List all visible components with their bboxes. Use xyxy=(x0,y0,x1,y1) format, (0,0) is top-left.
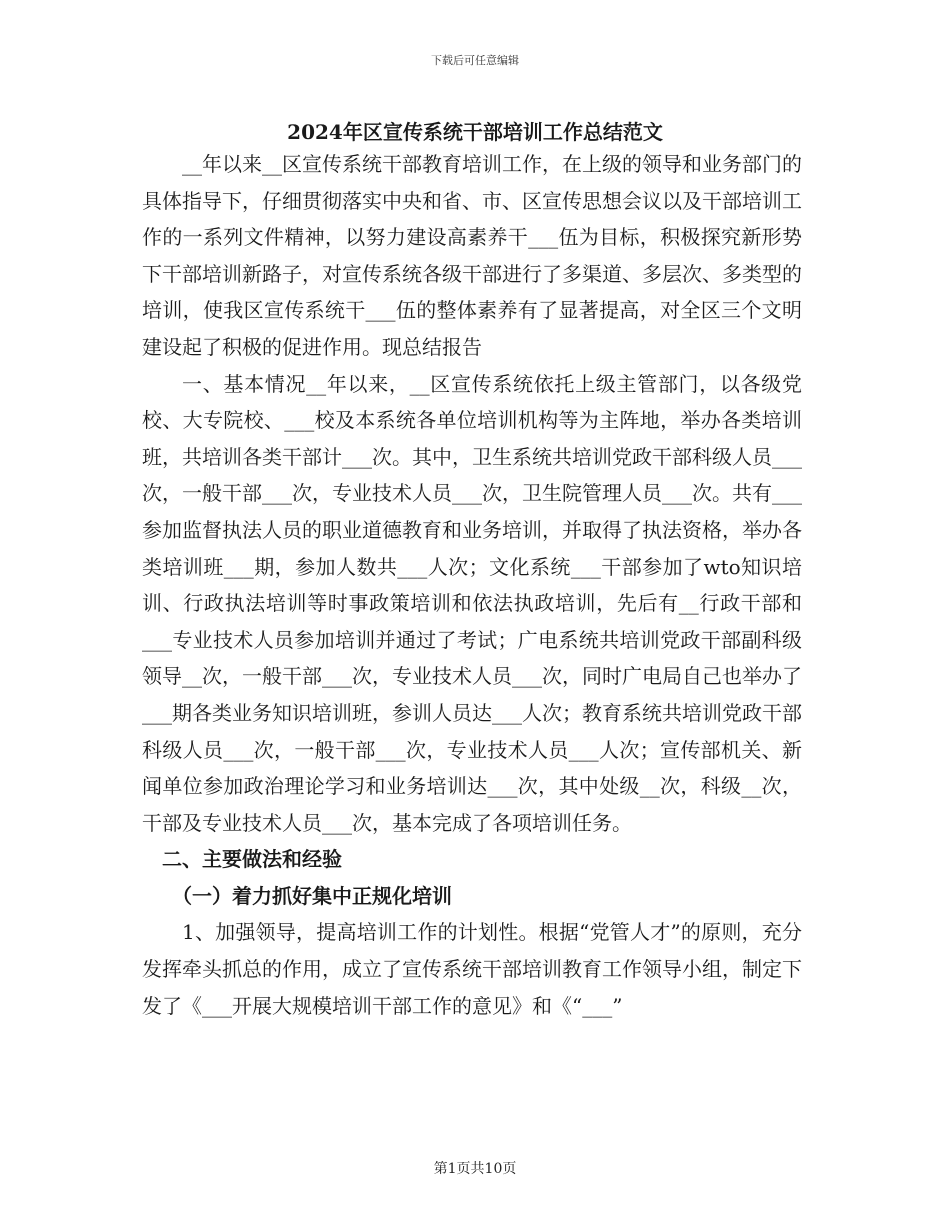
document-body xyxy=(142,146,802,1024)
section1-paragraph: 一、基本情况__年以来，__区宣传系统依托上级主管部门，以各级党校、大专院校、___校及本系统各单位培训机构等为主阵地，举办各类培训班，共培训各类干部计___次。其中，卫生系统共培训党政干部科级人员___次，一般干部___次，专业技术人员___次，卫生院管理人员___次。共有___参加监督执法人员的职业道德教育和业务培训，并取得了执法资格，举办各类培训班___期，参加人数共___人次；文化系统___干部参加了wto知识培训、行政执法培训等时事政策培训和依法执政培训，先后有__行政干部和___专业技术人员参加培训并通过了考试；广电系统共培训党政干部副科级领导__次，一般干部___次，专业技术人员___次，同时广电局自己也举办了___期各类业务知识培训班，参训人员达___人次；教育系统共培训党政干部科级人员___次，一般干部___次，专业技术人员___人次；宣传部机关、新闻单位参加政治理论学习和业务培训达___次，其中处级__次，科级__次，干部及专业技术人员___次，基本完成了各项培训任务。 xyxy=(142,371,802,835)
item1-paragraph: 1、加强领导，提高培训工作的计划性。根据“党管人才”的原则，充分发挥牵头抓总的作用，成立了宣传系统干部培训教育工作领导小组，制定下发了《___开展大规模培训干部工作的意见》和《“___” xyxy=(142,920,802,1018)
subsection1-heading: （一）着力抓好集中正规化培训 xyxy=(172,883,452,908)
intro-paragraph: __年以来__区宣传系统干部教育培训工作，在上级的领导和业务部门的具体指导下，仔细贯彻落实中央和省、市、区宣传思想会议以及干部培训工作的一系列文件精神，以努力建设高素养干___伍为目标，积极探究新形势下干部培训新路子，对宣传系统各级干部进行了多渠道、多层次、多类型的培训，使我区宣传系统干___伍的整体素养有了显著提高，对全区三个文明建设起了积极的促进作用。现总结报告 xyxy=(142,152,802,359)
document-title: 2024年区宣传系统干部培训工作总结范文 xyxy=(287,120,663,144)
section2-heading: 二、主要做法和经验 xyxy=(162,847,342,872)
header-note: 下载后可任意编辑 xyxy=(431,54,519,67)
page-number: 第1页共10页 xyxy=(433,1161,517,1177)
